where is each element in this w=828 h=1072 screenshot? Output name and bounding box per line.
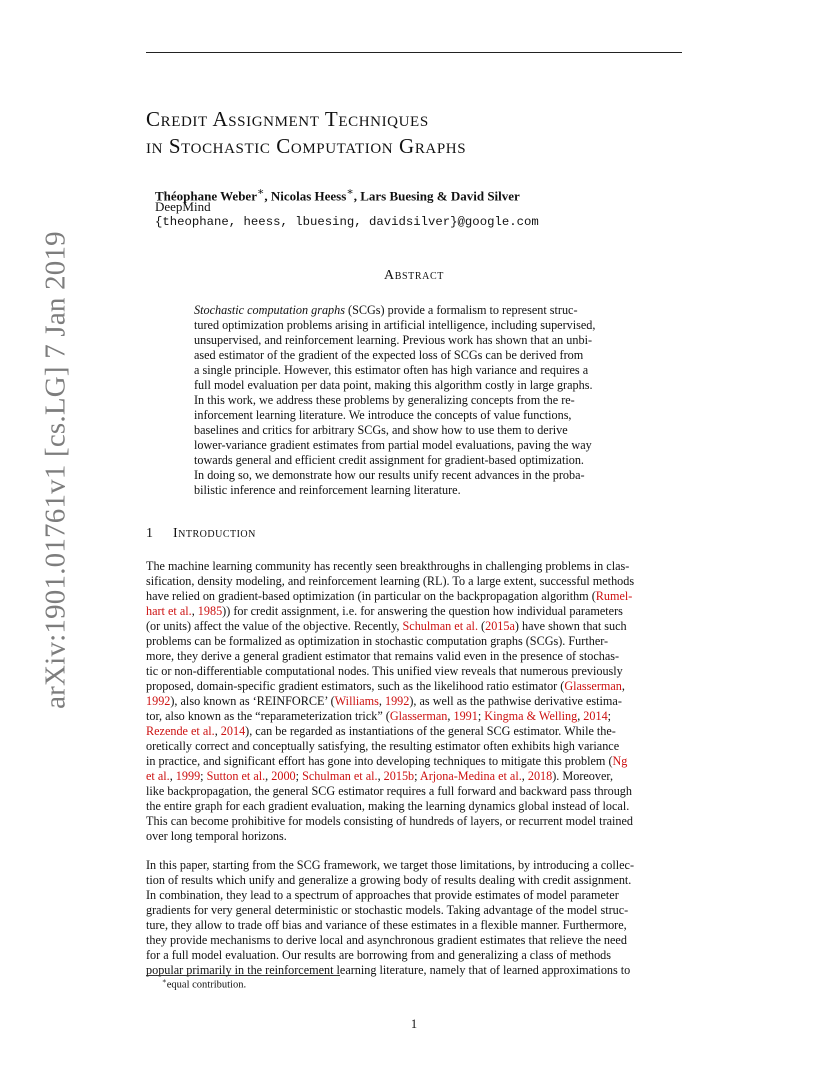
citation-link[interactable]: Schulman et al.: [402, 619, 478, 633]
text-line: [146, 754, 682, 769]
citation-link[interactable]: Williams: [334, 694, 379, 708]
top-rule: [146, 52, 682, 53]
text-line: [146, 933, 682, 948]
text-line: [146, 709, 682, 724]
footnote-rule: [146, 975, 340, 976]
text-run: ,: [521, 769, 528, 783]
abstract-line: In this work, we address these problems by generalizing concepts from the re-: [194, 393, 575, 407]
citation-link[interactable]: Glasserman: [389, 709, 448, 723]
text-run: ;: [477, 709, 485, 723]
text-run: in practice, and significant effort has gone into developing techniques to mitigate this problem (: [146, 754, 613, 768]
text-run: oretically correct and conceptually satisfying, the resulting estimator often exhibits high variance: [146, 739, 620, 753]
intro-paragraph-2: [146, 858, 682, 978]
text-run: This can become prohibitive for models consisting of hundreds of layers, or recurrent model trained: [146, 814, 634, 828]
section-number: 1: [146, 526, 154, 541]
text-line: [146, 679, 682, 694]
text-run: they provide mechanisms to derive local and asynchronous gradient estimates that relieve the need: [146, 933, 627, 947]
text-run: ), as well as the pathwise derivative estima-: [409, 694, 622, 708]
text-line: [146, 888, 682, 903]
abstract-line: a single principle. However, this estimator often has high variance and requires a: [194, 363, 589, 377]
paper-title: [146, 106, 706, 160]
text-line: [146, 574, 682, 589]
text-line: [146, 694, 682, 709]
abstract-heading: Abstract: [384, 268, 444, 283]
citation-link[interactable]: Kingma & Welling: [484, 709, 578, 723]
text-line: [146, 634, 682, 649]
text-run: like backpropagation, the general SCG estimator requires a full forward and backward pass through: [146, 784, 632, 798]
text-run: problems can be formalized as optimization in stochastic computation graphs (SCGs). Further-: [146, 634, 609, 648]
text-run: ,: [214, 724, 221, 738]
citation-link[interactable]: 1992: [146, 694, 171, 708]
author-emails: {theophane, heess, lbuesing, davidsilver}@google.com: [155, 215, 539, 229]
text-line: [146, 873, 682, 888]
citation-link[interactable]: Sutton et al.: [206, 769, 266, 783]
text-run: for a full model evaluation. Our results are borrowing from and generalizing a class of methods: [146, 948, 612, 962]
citation-link[interactable]: 1992: [384, 694, 410, 708]
citation-link[interactable]: 2015b: [383, 769, 415, 783]
abstract-italic-term: Stochastic computation graphs: [194, 303, 345, 317]
text-line: [146, 664, 682, 679]
author-name: Théophane Weber: [155, 188, 257, 204]
section-title: Introduction: [173, 526, 256, 541]
citation-link[interactable]: et al.: [146, 769, 170, 783]
text-run: ;: [200, 769, 207, 783]
abstract-line: baselines and critics for arbitrary SCGs, and show how to use them to derive: [194, 423, 568, 437]
text-run: more, they derive a general gradient estimator that remains valid even in the presence of stochas-: [146, 649, 620, 663]
abstract-line: Stochastic computation graphs (SCGs) provide a formalism to represent struc-: [194, 303, 578, 317]
text-run: ,: [577, 709, 584, 723]
citation-link[interactable]: Rumel-: [595, 589, 633, 603]
text-run: proposed, domain-specific gradient estimators, such as the likelihood ratio estimator (: [146, 679, 565, 693]
text-run: sification, density modeling, and reinforcement learning (RL). To a large extent, successful methods: [146, 574, 635, 588]
author-name: Lars Buesing & David Silver: [360, 188, 520, 204]
text-run: )) for credit assignment, i.e. for answering the question how individual parameters: [222, 604, 623, 618]
footnote-text: equal contribution.: [166, 979, 247, 991]
text-run: over long temporal horizons.: [146, 829, 287, 843]
text-line: [146, 784, 682, 799]
text-line: [146, 814, 682, 829]
author-mark: ∗: [256, 186, 265, 198]
text-run: ). Moreover,: [552, 769, 613, 783]
abstract-line: tured optimization problems arising in artificial intelligence, including supervised,: [194, 318, 596, 332]
citation-link[interactable]: Schulman et al.: [302, 769, 378, 783]
text-run: ,: [169, 769, 176, 783]
text-run: ,: [377, 769, 384, 783]
text-run: The machine learning community has recently seen breakthroughs in challenging problems in clas-: [146, 559, 630, 573]
text-run: (or units) affect the value of the objective. Recently,: [146, 619, 403, 633]
citation-link[interactable]: 2000: [271, 769, 296, 783]
text-line: [146, 589, 682, 604]
text-run: ,: [378, 694, 385, 708]
citation-link[interactable]: 2018: [527, 769, 553, 783]
title-line: Credit Assignment Techniques: [146, 107, 429, 131]
citation-link[interactable]: Ng: [612, 754, 628, 768]
citation-link[interactable]: 2014: [220, 724, 246, 738]
citation-link[interactable]: 1985: [197, 604, 223, 618]
abstract-line: In doing so, we demonstrate how our results unify recent advances in the proba-: [194, 468, 585, 482]
text-line: [146, 769, 682, 784]
text-line: [146, 604, 682, 619]
text-line: [146, 903, 682, 918]
text-run: tion of results which unify and generalize a growing body of results dealing with credit assignment.: [146, 873, 632, 887]
text-run: In this paper, starting from the SCG framework, we target those limitations, by introducing a collec-: [146, 858, 635, 872]
title-line: in Stochastic Computation Graphs: [146, 134, 467, 158]
abstract-line: towards general and efficient credit assignment for gradient-based optimization.: [194, 453, 584, 467]
text-run: ;: [295, 769, 303, 783]
text-run: the entire graph for each gradient evaluation, making the learning dynamics global instead of local.: [146, 799, 630, 813]
abstract-line: unsupervised, and reinforcement learning. Previous work has shown that an unbi-: [194, 333, 593, 347]
text-run: ), can be regarded as instantiations of the general SCG estimator. While the-: [245, 724, 616, 738]
citation-link[interactable]: Rezende et al.: [146, 724, 215, 738]
abstract: [194, 303, 635, 498]
citation-link[interactable]: 1999: [175, 769, 201, 783]
citation-link[interactable]: Arjona-Medina et al.: [419, 769, 522, 783]
text-run: ) have shown that such: [514, 619, 627, 633]
citation-link[interactable]: 2015a: [485, 619, 515, 633]
text-run: popular primarily in the reinforcement learning literature, namely that of learned approximations to: [146, 963, 631, 977]
author-name: Nicolas Heess: [270, 188, 347, 204]
text-run: tor, also known as the “reparameterization trick” (: [146, 709, 390, 723]
page-number: 1: [410, 1017, 418, 1031]
text-run: (: [478, 619, 486, 633]
text-run: gradients for very general deterministic or stochastic models. Taking advantage of the model struc-: [146, 903, 629, 917]
affiliation: DeepMind: [155, 199, 211, 214]
text-line: [146, 739, 682, 754]
text-line: [146, 918, 682, 933]
text-run: ,: [191, 604, 198, 618]
text-line: [146, 948, 682, 963]
citation-link[interactable]: hart et al.: [146, 604, 192, 618]
text-run: ,: [265, 769, 272, 783]
text-line: [146, 829, 682, 844]
text-line: [146, 724, 682, 739]
text-run: In combination, they lead to a spectrum of approaches that provide estimates of model parameter: [146, 888, 619, 902]
footnote: [162, 977, 246, 991]
text-run: ,: [621, 679, 625, 693]
intro-paragraph-1: [146, 559, 682, 844]
footnote-mark: ∗: [162, 977, 167, 985]
text-run: ;: [607, 709, 612, 723]
text-run: ), also known as ‘REINFORCE’ (: [170, 694, 335, 708]
arxiv-identifier: arXiv:1901.01761v1 [cs.LG] 7 Jan 2019: [39, 231, 72, 709]
author-list: Théophane Weber∗, Nicolas Heess∗, Lars Buesing & David Silver: [155, 186, 520, 204]
citation-link[interactable]: 2014: [583, 709, 608, 723]
text-line: [146, 559, 682, 574]
abstract-line: full model evaluation per data point, making this algorithm costly in large graphs.: [194, 378, 593, 392]
text-line: [146, 649, 682, 664]
text-line: [146, 858, 682, 873]
author-mark: ∗: [346, 186, 354, 198]
abstract-line: lower-variance gradient estimates from partial model evaluations, paving the way: [194, 438, 592, 452]
text-run: ture, they allow to trade off bias and variance of these estimates in a flexible manner. Furthermore,: [146, 918, 627, 932]
citation-link[interactable]: Glasserman: [564, 679, 622, 693]
text-run: ,: [447, 709, 454, 723]
abstract-line: bilistic inference and reinforcement learning literature.: [194, 483, 461, 497]
text-run: tic or non-differentiable computational nodes. This unified view reveals that numerous previously: [146, 664, 623, 678]
text-line: [146, 619, 682, 634]
abstract-line: inforcement learning literature. We introduce the concepts of value functions,: [194, 408, 572, 422]
citation-link[interactable]: 1991: [453, 709, 478, 723]
text-run: ;: [414, 769, 420, 783]
text-run: have relied on gradient-based optimization (in particular on the backpropagation algorithm (: [146, 589, 596, 603]
text-line: [146, 799, 682, 814]
section-heading: [146, 526, 256, 542]
abstract-line: ased estimator of the gradient of the expected loss of SCGs can be derived from: [194, 348, 584, 362]
